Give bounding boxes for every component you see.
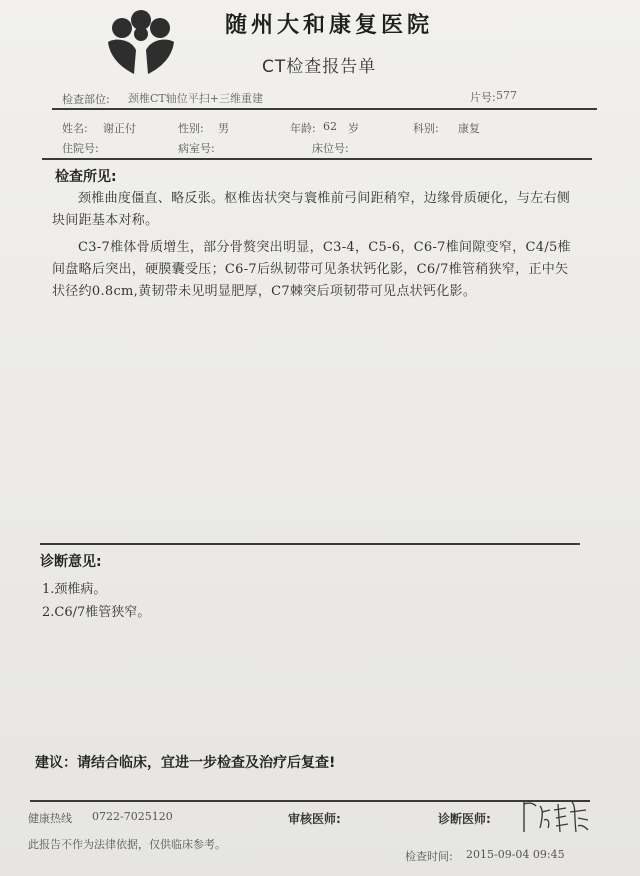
divider-line <box>40 543 580 545</box>
disclaimer: 此报告不作为法律依据，仅供临床参考。 <box>28 838 226 851</box>
report-title: CT检查报告单 <box>262 57 377 77</box>
department-label: 科别: <box>413 122 439 135</box>
bed-number-label: 床位号: <box>312 142 349 155</box>
sex-value: 男 <box>218 122 229 135</box>
diagnosis-item: 1.颈椎病。 <box>42 582 107 597</box>
patient-name-value: 谢正付 <box>103 122 136 135</box>
age-label: 年龄: <box>290 122 316 135</box>
hospital-name: 随州大和康复医院 <box>225 12 434 38</box>
sex-label: 性别: <box>178 122 204 135</box>
age-value: 62 <box>323 120 337 133</box>
hotline-label: 健康热线 <box>28 812 72 825</box>
ward-number-label: 病室号: <box>178 142 215 155</box>
exam-part-value: 颈椎CT轴位平扫+三维重建 <box>128 92 263 105</box>
findings-paragraph: 颈椎曲度僵直、略反张。枢椎齿状突与寰椎前弓间距稍窄，边缘骨质硬化，与左右侧块间距基本对称。 <box>52 191 571 228</box>
divider-line <box>52 108 597 110</box>
doctor-signature <box>520 796 592 836</box>
findings-paragraph: C3-7椎体骨质增生，部分骨赘突出明显，C3-4，C5-6，C6-7椎间隙变窄，C4/5椎间盘略后突出，硬膜囊受压；C6-7后纵韧带可见条状钙化影，C6/7椎管稍狭窄，正中矢状径约0.8cm,黄韧带未见明显肥厚，C7棘突后项韧带可见点状钙化影。 <box>52 240 571 299</box>
film-number-value: 577 <box>496 89 517 102</box>
diagnosing-doctor-label: 诊断医师: <box>438 812 491 826</box>
advice-text: 建议：请结合临床，宜进一步检查及治疗后复查! <box>35 755 336 771</box>
patient-name-label: 姓名: <box>62 122 88 135</box>
age-unit: 岁 <box>348 122 359 135</box>
diagnosis-heading: 诊断意见: <box>40 554 102 570</box>
film-number-label: 片号: <box>470 91 496 104</box>
divider-line <box>42 158 592 160</box>
exam-time-value: 2015-09-04 09:45 <box>466 848 565 861</box>
findings-heading: 检查所见: <box>55 169 117 185</box>
reviewer-label: 审核医师: <box>288 812 341 826</box>
hotline-value: 0722-7025120 <box>92 810 173 823</box>
divider-line <box>30 800 590 802</box>
exam-time-label: 检查时间: <box>405 850 453 863</box>
hospital-logo-icon <box>100 8 182 78</box>
exam-part-label: 检查部位: <box>62 93 110 106</box>
admission-number-label: 住院号: <box>62 142 99 155</box>
diagnosis-item: 2.C6/7椎管狭窄。 <box>42 605 151 620</box>
department-value: 康复 <box>458 122 480 135</box>
